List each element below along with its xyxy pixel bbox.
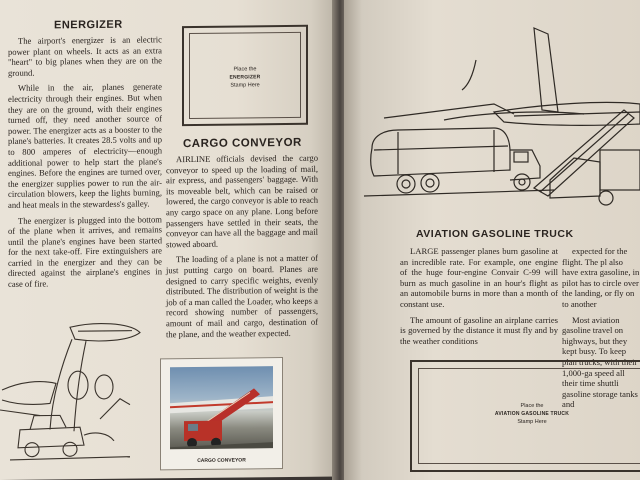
truck-paragraph: Most aviation gasoline travel on highways, but they kept busy. To keep plan trucks, with their 1,000-ga speed all their time shuttli gasoline storage tanks and: [562, 314, 638, 410]
truck-heading: AVIATION GASOLINE TRUCK: [416, 228, 574, 240]
cargo-heading: CARGO CONVEYOR: [183, 136, 302, 151]
gasoline-truck-illustration: [344, 0, 640, 220]
cargo-paragraph: AIRLINE officials devised the cargo conveyor to speed up the loading of mail, air express, and passengers' baggage. With its moveable belt, which can be raised or lowered, the cargo conveyor is able to reach any cargo space on any plane. Long before passengers have settled in their seats, the conveyor can have all the baggage and mail stowed aboard.: [166, 152, 318, 250]
truck-text-col1: [400, 246, 558, 351]
gasoline-truck-stamp-box: [410, 360, 640, 472]
stamp-label: Stamp Here: [230, 82, 260, 89]
stamp-label: Place the: [233, 66, 257, 73]
energizer-illustration: [0, 318, 160, 470]
stamp-title: ENERGIZER: [229, 74, 261, 81]
cargo-paragraph: The loading of a plane is not a matter of just putting cargo on board. Planes are designed to carry specific weights, evenly distributed. The distribution of weight is the job of a man called the Loader, who keeps a record showing number of passengers, amount of mail and cargo, destination of the plane, and the weather expected.: [166, 253, 318, 339]
cargo-conveyor-photo: [170, 366, 273, 449]
truck-paragraph: The amount of gasoline an airplane carries is governed by the distance it must fly and by the weather conditions: [400, 314, 558, 346]
energizer-heading: ENERGIZER: [54, 18, 123, 32]
energizer-paragraph: While in the air, planes generate electricity through their engines. But when they are on the ground, with their engines turned off, they need another source of power. The energizer acts as a booster to the plane's batteries. It creates 28.5 volts and up to 800 amperes of electricity—enough additional power to help start the plane's engines. Before the engines are turned over, the energizer supplies power to run the air-circulation blowers, keep the lights burning, and heat meals in the stewardess's galley.: [8, 81, 162, 210]
cargo-text: [166, 153, 318, 345]
stamp-label: Place the: [520, 403, 544, 409]
cargo-conveyor-stamp: [160, 357, 283, 470]
photo-caption: CARGO CONVEYOR: [197, 457, 246, 464]
stamp-title: AVIATION GASOLINE TRUCK: [494, 411, 570, 417]
energizer-text: [8, 34, 162, 294]
energizer-paragraph: The energizer is plugged into the bottom of the plane when it arrives, and remains until the plane's engines have been started for the next take-off. Fire extinguishers are carried in the energizer and they can be directed against the airplane's engines in case of fire.: [8, 213, 162, 289]
energizer-paragraph: The airport's energizer is an electric power plant on wheels. It acts as an extra "heart" to big planes when they are on the ground.: [8, 34, 162, 78]
energizer-stamp-box: [182, 25, 308, 126]
right-page: [344, 0, 640, 480]
stamp-label: Stamp Here: [517, 419, 547, 425]
truck-paragraph: expected for the flight. The pl also have extra gasoline, in pilot has to circle over the landing, or fly on to another: [562, 246, 640, 309]
truck-paragraph: LARGE passenger planes burn gasoline at an incredible rate. For example, one engine of the huge four-engine Convair C-99 will burn as much gasoline in an hour's flight as an automobile burns in more than a month of constant use.: [400, 246, 558, 309]
